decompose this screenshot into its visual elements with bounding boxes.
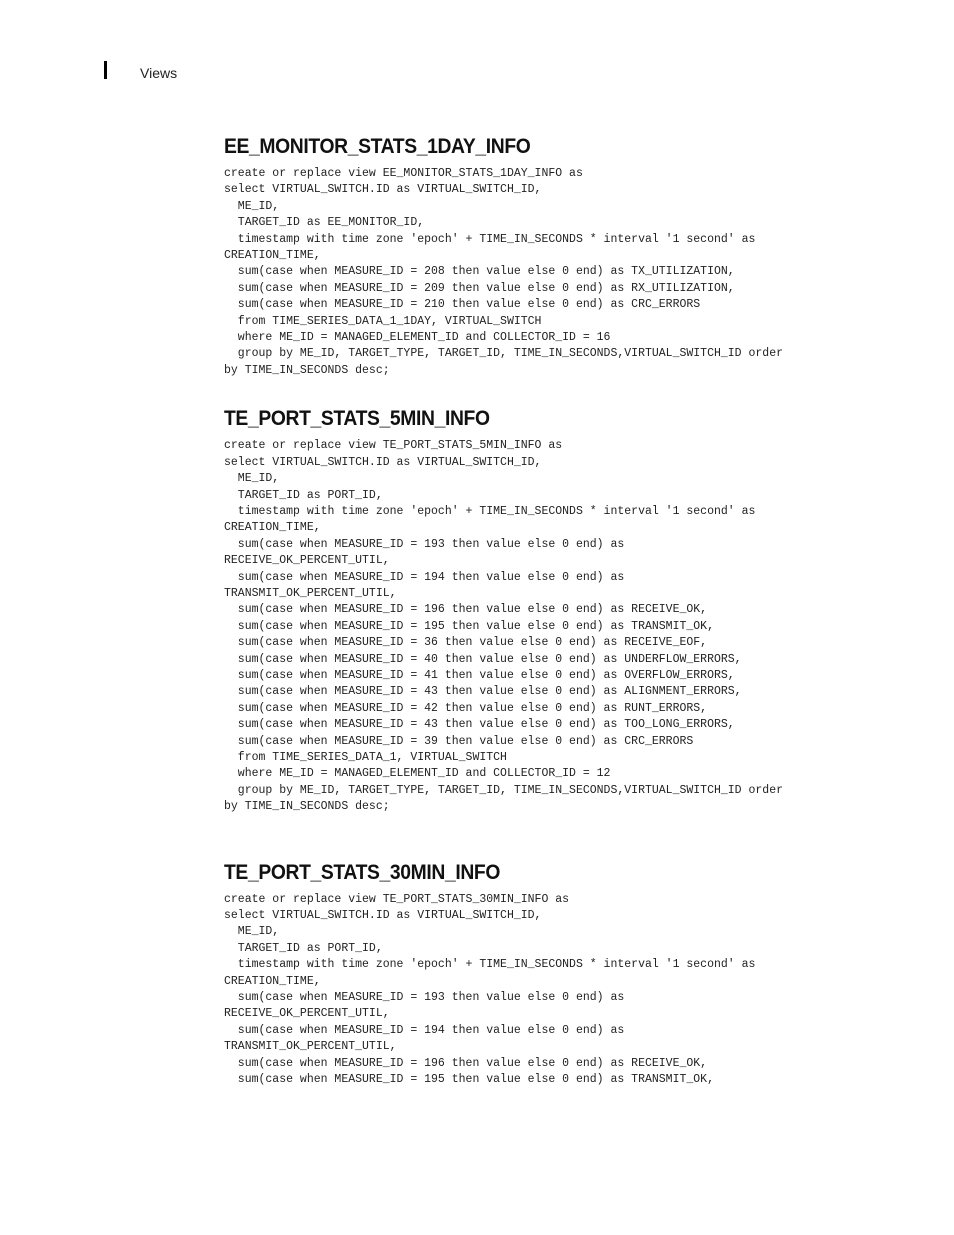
sql-code-block: create or replace view EE_MONITOR_STATS_1DAY_INFO as select VIRTUAL_SWITCH.ID as VIRTUAL_SWITCH_ID, ME_ID, TARGET_ID as EE_MONITOR_ID, timestamp with time zone 'epoch' + TIME_IN_SECONDS * interval '1 second' as CREATION_TIME, sum(case when MEASURE_ID = 208 then value else 0 end) as TX_UTILIZATION, sum(case when MEASURE_ID = 209 then value else 0 end) as RX_UTILIZATION, sum(case when MEASURE_ID = 210 then value else 0 end) as CRC_ERRORS from TIME_SERIES_DATA_1_1DAY, VIRTUAL_SWITCH where ME_ID = MANAGED_ELEMENT_ID and COLLECTOR_ID = 16 group by ME_ID, TARGET_TYPE, TARGET_ID, TIME_IN_SECONDS,VIRTUAL_SWITCH_ID order by TIME_IN_SECONDS desc; xyxy=(224,167,783,377)
running-header: Views xyxy=(140,65,178,81)
section-te-port-stats-5min-info xyxy=(224,400,904,815)
section-te-port-stats-30min-info xyxy=(224,854,904,1089)
section-heading: TE_PORT_STATS_5MIN_INFO xyxy=(224,407,490,431)
header-marker-bar xyxy=(104,61,107,79)
section-heading: TE_PORT_STATS_30MIN_INFO xyxy=(224,860,501,884)
sql-code-block: create or replace view TE_PORT_STATS_5MIN_INFO as select VIRTUAL_SWITCH.ID as VIRTUAL_SWITCH_ID, ME_ID, TARGET_ID as PORT_ID, timestamp with time zone 'epoch' + TIME_IN_SECONDS * interval '1 second' as CREATION_TIME, sum(case when MEASURE_ID = 193 then value else 0 end) as RECEIVE_OK_PERCENT_UTIL, sum(case when MEASURE_ID = 194 then value else 0 end) as TRANSMIT_OK_PERCENT_UTIL, sum(case when MEASURE_ID = 196 then value else 0 end) as RECEIVE_OK, sum(case when MEASURE_ID = 195 then value else 0 end) as TRANSMIT_OK, sum(case when MEASURE_ID = 36 then value else 0 end) as RECEIVE_EOF, sum(case when MEASURE_ID = 40 then value else 0 end) as UNDERFLOW_ERRORS, sum(case when MEASURE_ID = 41 then value else 0 end) as OVERFLOW_ERRORS, sum(case when MEASURE_ID = 43 then value else 0 end) as ALIGNMENT_ERRORS, sum(case when MEASURE_ID = 42 then value else 0 end) as RUNT_ERRORS, sum(case when MEASURE_ID = 43 then value else 0 end) as TOO_LONG_ERRORS, sum(case when MEASURE_ID = 39 then value else 0 end) as CRC_ERRORS from TIME_SERIES_DATA_1, VIRTUAL_SWITCH where ME_ID = MANAGED_ELEMENT_ID and COLLECTOR_ID = 12 group by ME_ID, TARGET_TYPE, TARGET_ID, TIME_IN_SECONDS,VIRTUAL_SWITCH_ID order by TIME_IN_SECONDS desc; xyxy=(224,439,783,814)
section-ee-monitor-stats-1day-info xyxy=(224,128,904,379)
sql-code-block: create or replace view TE_PORT_STATS_30MIN_INFO as select VIRTUAL_SWITCH.ID as VIRTUAL_SWITCH_ID, ME_ID, TARGET_ID as PORT_ID, timestamp with time zone 'epoch' + TIME_IN_SECONDS * interval '1 second' as CREATION_TIME, sum(case when MEASURE_ID = 193 then value else 0 end) as RECEIVE_OK_PERCENT_UTIL, sum(case when MEASURE_ID = 194 then value else 0 end) as TRANSMIT_OK_PERCENT_UTIL, sum(case when MEASURE_ID = 196 then value else 0 end) as RECEIVE_OK, sum(case when MEASURE_ID = 195 then value else 0 end) as TRANSMIT_OK, xyxy=(224,892,756,1087)
section-heading: EE_MONITOR_STATS_1DAY_INFO xyxy=(224,135,531,158)
page-content xyxy=(224,128,904,1089)
